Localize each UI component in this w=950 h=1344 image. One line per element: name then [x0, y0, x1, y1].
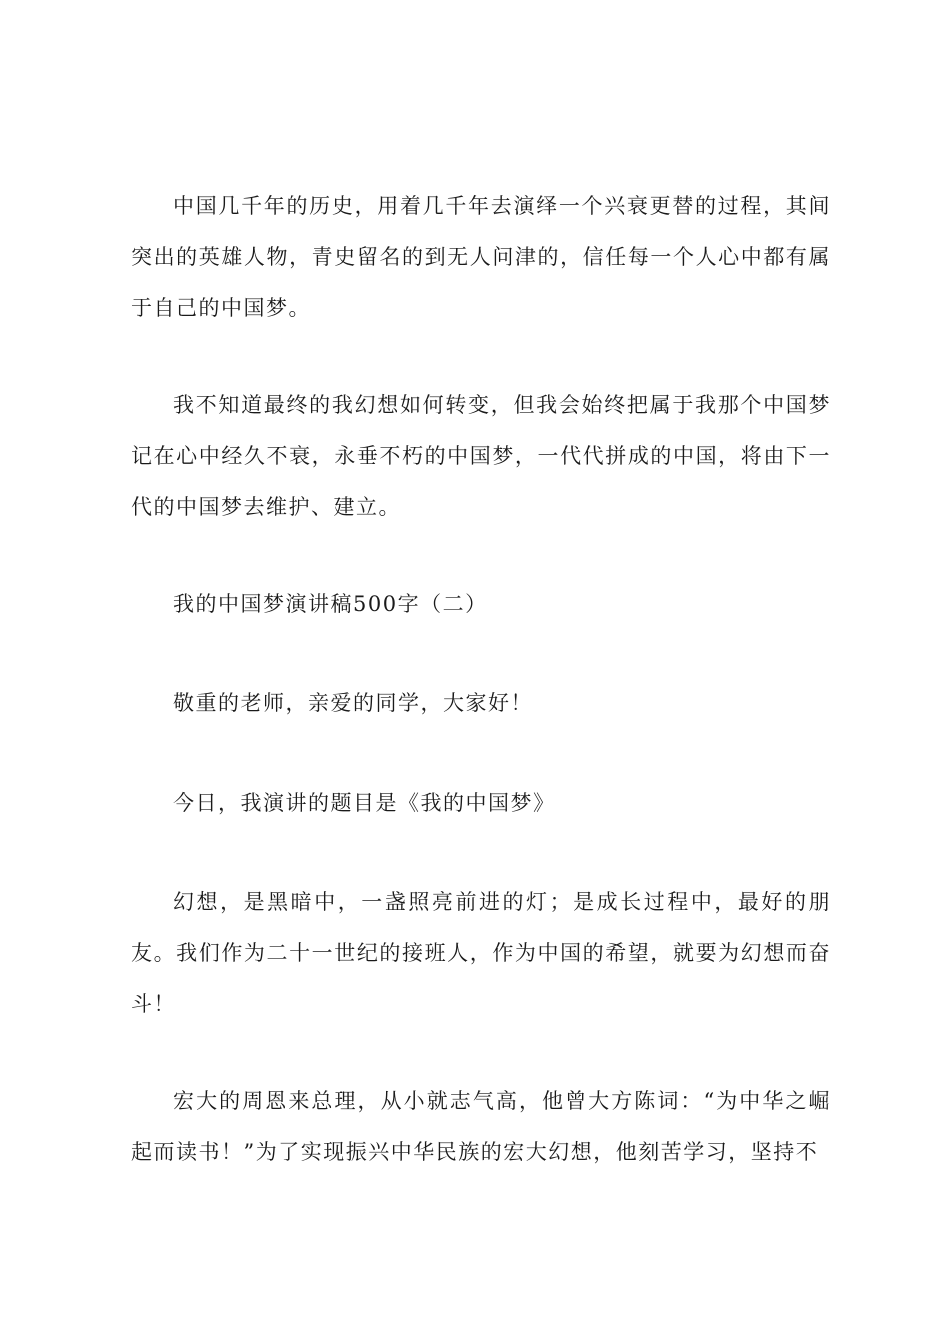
paragraph-history: 中国几千年的历史，用着几千年去演绎一个兴衰更替的过程，其间突出的英雄人物，青史留名的到无人问津的，信任每一个人心中都有属于自己的中国梦。 — [131, 194, 831, 320]
paragraph-dream-forever: 我不知道最终的我幻想如何转变，但我会始终把属于我那个中国梦记在心中经久不衰，永垂不朽的中国梦，一代代拼成的中国，将由下一代的中国梦去维护、建立。 — [131, 393, 831, 519]
paragraph-topic: 今日，我演讲的题目是《我的中国梦》 — [173, 791, 556, 815]
paragraph-greeting: 敬重的老师，亲爱的同学，大家好！ — [173, 691, 533, 715]
paragraph-dream-light: 幻想，是黑暗中，一盏照亮前进的灯；是成长过程中，最好的朋友。我们作为二十一世纪的接班人，作为中国的希望，就要为幻想而奋斗！ — [131, 890, 831, 1016]
paragraph-zhou-enlai: 宏大的周恩来总理，从小就志气高，他曾大方陈词：“为中华之崛起而读书！”为了实现振兴中华民族的宏大幻想，他刻苦学习，坚持不 — [131, 1089, 831, 1164]
speech-heading: 我的中国梦演讲稿500字（二） — [173, 592, 488, 616]
